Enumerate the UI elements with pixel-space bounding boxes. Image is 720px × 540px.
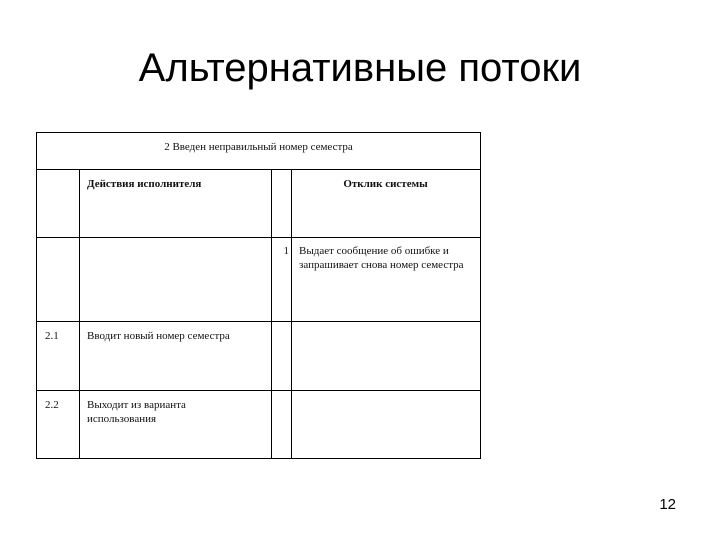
- table-row-actor-text: Вводит новый номер семестра: [87, 330, 230, 342]
- slide-title: Альтернативные потоки: [138, 46, 582, 90]
- column-header-system: Отклик системы: [343, 178, 428, 190]
- table-row-actor-number: 2.2: [45, 399, 59, 411]
- table-divider: [37, 321, 480, 322]
- table-divider: [291, 169, 292, 458]
- table-divider: [37, 169, 480, 170]
- table-row-actor-number: 2.1: [45, 330, 59, 342]
- table-divider: [79, 169, 80, 458]
- table-row-system-number: 1: [283, 245, 289, 257]
- table-header: 2 Введен неправильный номер семестра: [164, 141, 353, 153]
- alternative-flow-table: [36, 132, 481, 459]
- table-row-actor-text: Выходит из варианта использования: [87, 399, 186, 425]
- table-divider: [271, 169, 272, 458]
- page-number: 12: [659, 496, 676, 513]
- table-divider: [37, 237, 480, 238]
- table-row-system-text: Выдает сообщение об ошибке и запрашивает снова номер семестра: [299, 245, 464, 271]
- table-divider: [37, 390, 480, 391]
- column-header-actor: Действия исполнителя: [87, 178, 202, 190]
